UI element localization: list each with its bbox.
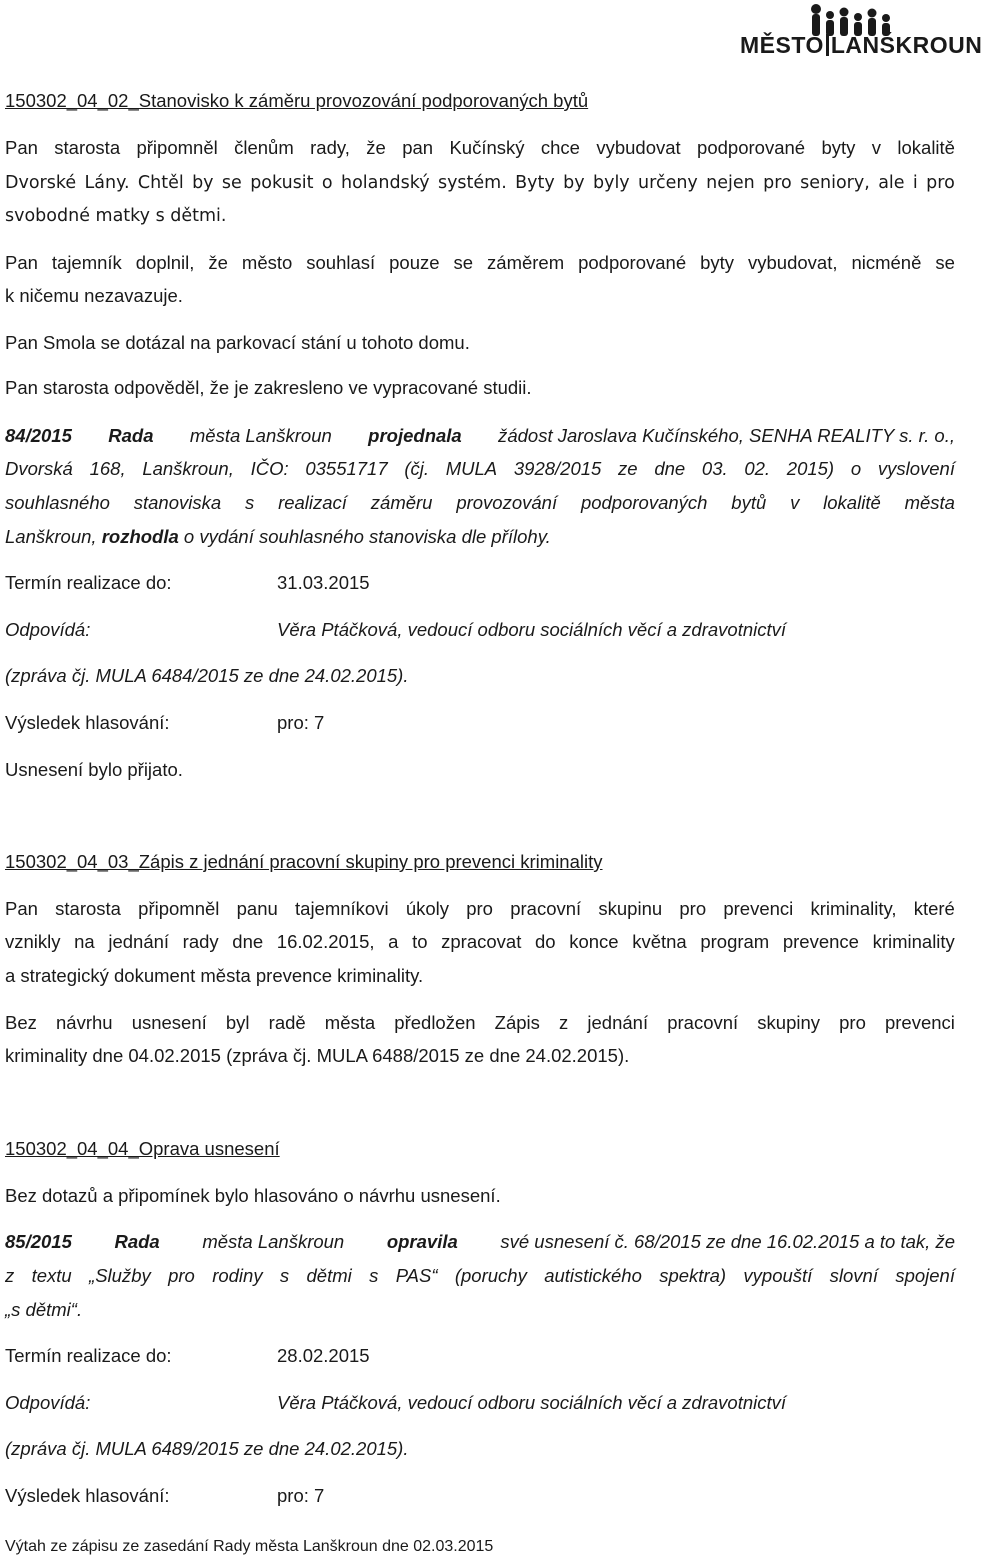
resolution-text: města Lanškroun: [189, 425, 332, 446]
resolution-text: města Lanškroun: [202, 1231, 345, 1252]
vote-label: Výsledek hlasování:: [5, 712, 170, 733]
vote-row: [5, 1483, 955, 1509]
paragraph-line: Pan starosta připomněl panu tajemníkovi úkoly pro pracovní skupinu pro prevenci kriminality, které: [5, 898, 955, 919]
report-reference: (zpráva čj. MULA 6484/2015 ze dne 24.02.2015).: [5, 665, 409, 686]
responsible-value: Věra Ptáčková, vedoucí odboru sociálních věcí a zdravotnictví: [277, 619, 787, 640]
resolution-status: Usnesení bylo přijato.: [5, 759, 183, 780]
logo-wordmark: MĚSTO LANŠKROUN: [740, 32, 982, 58]
resolution-line: [5, 1229, 955, 1255]
paragraph-line: vznikly na jednání rady dne 16.02.2015, a to zpracovat do konce května program prevence kriminality: [5, 931, 955, 952]
section-heading: 150302_04_02_Stanovisko k záměru provozování podporovaných bytů: [5, 90, 589, 111]
resolution-verb: rozhodla: [101, 526, 179, 547]
paragraph-line: Dvorské Lány. Chtěl by se pokusit o holandský systém. Byty by byly určeny nejen pro seniory, ale i pro: [5, 173, 955, 193]
responsible-value: Věra Ptáčková, vedoucí odboru sociálních věcí a zdravotnictví: [277, 1392, 787, 1413]
resolution-line: Dvorská 168, Lanškroun, IČO: 03551717 (čj. MULA 3928/2015 ze dne 03. 02. 2015) o vyslovení: [5, 458, 955, 479]
paragraph-line: Pan tajemník doplnil, že město souhlasí pouze se záměrem podporované byty vybudovat, nicméně se: [5, 252, 955, 273]
section-heading: 150302_04_03_Zápis z jednání pracovní skupiny pro prevenci kriminality: [5, 851, 603, 872]
city-logo: [740, 2, 982, 66]
resolution-text: své usnesení č. 68/2015 ze dne 16.02.2015 a to tak, že: [500, 1231, 955, 1252]
paragraph-line: Pan Smola se dotázal na parkovací stání u tohoto domu.: [5, 332, 470, 353]
resolution-text: žádost Jaroslava Kučínského, SENHA REALITY s. r. o.,: [498, 425, 955, 446]
resolution-line: [5, 423, 955, 449]
paragraph-line: Bez dotazů a připomínek bylo hlasováno o návrhu usnesení.: [5, 1185, 501, 1206]
responsible-label: Odpovídá:: [5, 619, 91, 640]
resolution-line: Lanškroun, rozhodla o vydání souhlasného stanoviska dle přílohy.: [5, 526, 551, 547]
resolution-line: z textu „Služby pro rodiny s dětmi s PAS“ (poruchy autistického spektra) vypouští slovní spojení: [5, 1265, 955, 1286]
paragraph-line: Bez návrhu usnesení byl radě města předložen Zápis z jednání pracovní skupiny pro prevenci: [5, 1012, 955, 1033]
deadline-label: Termín realizace do:: [5, 572, 172, 593]
resolution-line: „s dětmi“.: [5, 1299, 83, 1320]
paragraph-line: kriminality dne 04.02.2015 (zpráva čj. MULA 6488/2015 ze dne 24.02.2015).: [5, 1045, 630, 1066]
page-footer: Výtah ze zápisu ze zasedání Rady města Lanškroun dne 02.03.2015: [5, 1538, 494, 1555]
deadline-label: Termín realizace do:: [5, 1345, 172, 1366]
paragraph-line: k ničemu nezavazuje.: [5, 285, 183, 306]
resolution-body: Rada: [108, 425, 154, 446]
paragraph-line: Pan starosta odpověděl, že je zakresleno ve vypracované studii.: [5, 377, 532, 398]
section-heading: 150302_04_04_Oprava usnesení: [5, 1138, 280, 1159]
responsible-row: [5, 1390, 955, 1416]
report-reference: (zpráva čj. MULA 6489/2015 ze dne 24.02.2015).: [5, 1438, 409, 1459]
resolution-body: Rada: [114, 1231, 160, 1252]
resolution-line: souhlasného stanoviska s realizací záměru provozování podporovaných bytů v lokalitě města: [5, 492, 955, 513]
resolution-verb: opravila: [386, 1231, 458, 1252]
paragraph-line: Pan starosta připomněl členům rady, že pan Kučínský chce vybudovat podporované byty v lokalitě: [5, 137, 955, 158]
vote-value: pro: 7: [277, 712, 325, 733]
deadline-value: 28.02.2015: [277, 1345, 370, 1366]
resolution-number: 85/2015: [5, 1231, 72, 1252]
deadline-value: 31.03.2015: [277, 572, 370, 593]
vote-row: [5, 710, 955, 736]
deadline-row: [5, 1343, 955, 1369]
resolution-verb: projednala: [368, 425, 462, 446]
vote-label: Výsledek hlasování:: [5, 1485, 170, 1506]
paragraph-line: a strategický dokument města prevence kriminality.: [5, 965, 424, 986]
responsible-label: Odpovídá:: [5, 1392, 91, 1413]
resolution-number: 84/2015: [5, 425, 72, 446]
paragraph-line: svobodné matky s dětmi.: [5, 206, 227, 226]
responsible-row: [5, 617, 955, 643]
vote-value: pro: 7: [277, 1485, 325, 1506]
deadline-row: [5, 570, 955, 596]
